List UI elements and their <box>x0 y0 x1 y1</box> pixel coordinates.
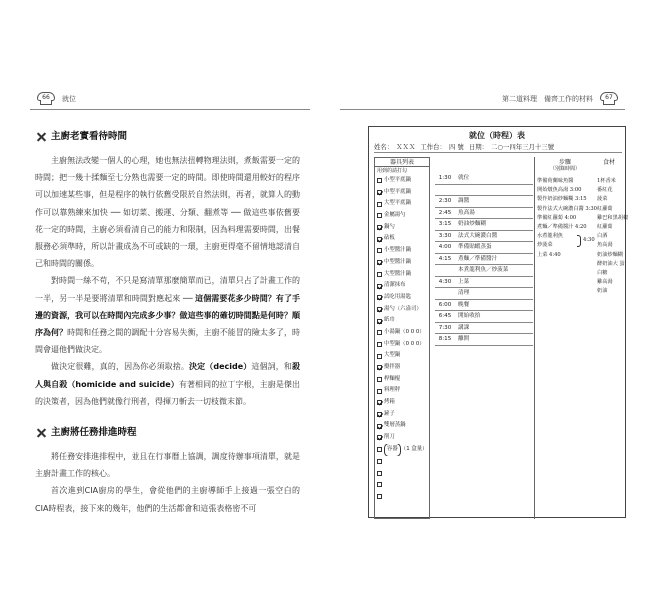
ingredient-item: 酵奶油大 蛋 <box>597 260 625 267</box>
checked-box-icon <box>377 225 382 230</box>
steps-column <box>535 157 595 519</box>
equipment-item <box>375 456 429 468</box>
schedule-task: 講課 <box>455 323 533 335</box>
header-rule <box>340 109 625 110</box>
circled-label: 容器 <box>384 444 401 456</box>
ingredient-item: 奶油炒麵糊 <box>597 251 623 258</box>
schedule-time: 7:30 <box>435 323 455 335</box>
schedule-time: 4:30 <box>435 277 455 289</box>
paragraph: 首次進到CIA廚房的學生，會從他們的主廚導師手上接過一張空白的CIA時程表，接下來的幾年，他們的生活都會和這張表格密不可 <box>35 486 300 513</box>
equipment-label: 大型平底鍋 <box>384 200 411 207</box>
step-group-time: 4:30 <box>583 237 595 244</box>
step-item: 準備荷蘭味魚醬 <box>537 178 574 184</box>
paragraph: 將任務安排進排程中，並且在行事曆上協調，調度待辦事項清單，就是主廚計畫工作的核心。 <box>35 452 300 479</box>
checkbox-icon <box>377 354 382 359</box>
schedule-time: 2:30 <box>435 196 455 208</box>
equipment-item <box>375 245 429 257</box>
equipment-item <box>375 292 429 304</box>
checkbox-icon <box>377 482 382 487</box>
equipment-label: 小型平底鍋 <box>384 177 411 183</box>
brace-mark <box>577 235 581 247</box>
ingredient-item: 雞高湯 <box>597 279 613 286</box>
checkbox-icon <box>377 178 382 183</box>
left-page-body <box>35 128 300 517</box>
ingredient-item: 雞巴和黑胡椒 <box>597 214 629 221</box>
checked-box-icon <box>377 237 382 242</box>
step-item: 上菜 4:40 <box>537 251 561 258</box>
step-item: 煮麵／準備醬汁 4:20 <box>537 224 587 230</box>
schedule-time <box>435 265 455 277</box>
equipment-item <box>375 350 429 362</box>
ingredient-item: 1杯香米 <box>597 178 616 184</box>
ingredient-item: 白糖 <box>597 270 608 276</box>
equipment-label: 湯勺（六盎司） <box>384 305 422 312</box>
checked-box-icon <box>377 260 382 265</box>
ingredients-header: 食材 <box>602 159 615 166</box>
form-info-line: 姓名： ＸＸＸ 工作台： 四 號 日期： 二○一四年三月十三號 <box>374 142 622 153</box>
equipment-item <box>375 257 429 269</box>
ingredient-item: 白酒 <box>597 233 608 240</box>
checkbox-icon <box>377 494 382 499</box>
checkbox-icon <box>377 272 382 277</box>
checkbox-icon <box>377 389 382 394</box>
checkbox-icon <box>377 447 382 452</box>
ingredient-item: 魚高湯 <box>597 242 613 249</box>
name-value: ＸＸＸ <box>396 143 416 151</box>
equipment-label: 雙層蒸鍋 <box>384 422 406 429</box>
schedule-task: 就位 <box>455 173 533 185</box>
equipment-item <box>375 374 429 386</box>
equipment-item <box>375 210 429 222</box>
schedule-task: 晚餐 <box>455 300 533 312</box>
schedule-time: 3:15 <box>435 219 455 231</box>
checked-box-icon <box>377 435 382 440</box>
schedule-task: 準備貼蝦蒸蛋 <box>455 242 533 254</box>
equipment-item <box>375 467 429 479</box>
schedule-time: 8:15 <box>435 334 455 346</box>
equipment-label: 大型鍋 <box>384 352 401 359</box>
schedule-task: 上菜 <box>455 277 533 289</box>
equipment-item <box>375 479 429 491</box>
right-chapter-title: 第二道料理 備齊工作的材料 <box>502 95 593 103</box>
checked-box-icon <box>377 284 382 289</box>
schedule-task: 奶油炒麵糊 <box>455 219 533 231</box>
step-item: 水煮龍利魚 <box>537 233 563 240</box>
equipment-item <box>375 233 429 245</box>
checked-box-icon <box>377 400 382 405</box>
equipment-label: 桿麵棍 <box>384 375 401 382</box>
checkbox-icon <box>377 330 382 335</box>
equipment-item <box>375 187 429 199</box>
steps-header: 步驟 <box>558 159 571 166</box>
equipment-item <box>375 444 429 456</box>
equipment-header: 器具列表 <box>375 158 429 167</box>
equipment-item <box>375 269 429 281</box>
schedule-time: 6:00 <box>435 300 455 312</box>
checkbox-icon <box>377 248 382 253</box>
equipment-item <box>375 420 429 432</box>
schedule-task: 離開 <box>455 334 533 346</box>
equipment-label: 烤箱 <box>384 399 395 406</box>
left-page-number: 66 <box>42 94 50 101</box>
equipment-item <box>375 432 429 444</box>
header-rule <box>30 109 310 110</box>
schedule-time: 2:45 <box>435 208 455 220</box>
checked-box-icon <box>377 190 382 195</box>
equipment-item <box>375 198 429 210</box>
left-chapter-title: 就位 <box>62 95 76 103</box>
paragraph: 對時間一絲不苟，不只是寫清單那麼簡單而已，清單只占了計畫工作的一半，另一半是要將清單和時間對應起來 ── 這個需要花多少時間？有了手邊的資源，我可以在時間內完成多少事？做這些事的確切時間點是何時？順序為何？時間和任務之間的調配十分容易失衡，主廚不能冒的險太多了，時間會逼他們做決定。 <box>35 276 301 355</box>
checkbox-icon <box>377 377 382 382</box>
equipment-item <box>375 222 429 234</box>
equipment-label: 砧板 <box>384 235 395 242</box>
ingredient-item: 紅蘿蔔 <box>597 224 613 230</box>
equipment-label: 大型醬汁鍋 <box>384 270 411 277</box>
equipment-label: 金屬湯勺 <box>384 212 406 219</box>
paragraph: 做決定很難，真的，因為你必須取捨。決定（decide）這個詞，和殺人與自殺（homicide and suicide）有著相同的拉丁字根，主廚是傑出的決策者，因為他們就像行刑者，得揮刀斬去一切枝微末節。 <box>35 362 301 406</box>
checkbox-icon <box>377 459 382 464</box>
checked-box-icon <box>377 307 382 312</box>
right-page-header <box>502 92 625 106</box>
step-item: 製作法式大碗濃白醬 3:30 <box>537 205 597 212</box>
step-item: 開始燉魚高湯 3:00 <box>537 187 582 194</box>
equipment-item <box>375 315 429 327</box>
schedule-task: 調醬 <box>455 196 533 208</box>
checkbox-icon <box>377 342 382 347</box>
date-value: 二○一四年三月十三號 <box>491 143 555 151</box>
equipment-label: 清潔抹布 <box>384 282 406 289</box>
schedule-task: 魚高湯 <box>455 208 533 220</box>
equipment-label: 攪拌器 <box>384 364 401 370</box>
ingredient-item: 番紅花 <box>597 187 613 194</box>
equipment-item <box>375 397 429 409</box>
checked-box-icon <box>377 295 382 300</box>
steps-subheader: （別錄時間） <box>549 166 580 172</box>
right-page-number: 67 <box>605 94 613 101</box>
equipment-label: 削刀 <box>384 434 395 441</box>
equipment-item <box>375 409 429 421</box>
checked-box-icon <box>377 365 382 370</box>
section-heading: 主廚將任務排進時程 <box>35 424 300 442</box>
schedule-task: 本煮龍利魚／炒菠菜 <box>455 265 533 277</box>
equipment-label: 中型鍋（0 0 0） <box>384 340 425 347</box>
paragraph: 主廚無法改變一個人的心理，她也無法扭轉物理法則，煮飯需要一定的時間；把一幾十揉麵至七分熟也需要一定的時間。即使時間還用較好的程序可以加速某些事，但是程序的執行依舊受限於自然法則，再者，就算人的動作可以靠熟練來加快 ── 如切菜、搬運、分類、翻煮等 ── 做這些事依舊要花一定的時間，主廚必須看清自己的能力和限制，因為料理需要時間，出餐服務必須準時，所以計畫成為不可或缺的一環，主廚更得毫不留情地認清自己和時間的關係。 <box>35 156 300 269</box>
equipment-label: 中型平底鍋 <box>384 188 411 195</box>
section-heading: 主廚老實看待時間 <box>35 128 300 146</box>
chef-hat-icon <box>36 92 56 106</box>
schedule-time: 3:30 <box>435 231 455 243</box>
equipment-item <box>375 280 429 292</box>
equipment-label: 料理秤 <box>384 387 401 394</box>
left-page-header <box>30 92 76 106</box>
chef-hat-icon <box>599 92 619 106</box>
schedule-task: 清理 <box>455 288 533 300</box>
equipment-subheader: 用到的請打勾 <box>377 168 408 174</box>
form-title: 就位（時程）表 <box>469 131 525 140</box>
equipment-item <box>375 385 429 397</box>
equipment-item <box>375 339 429 351</box>
equipment-label: 鍋勺 <box>384 223 395 230</box>
ingredient-item: 紅蘿蔔 <box>597 205 613 212</box>
checked-box-icon <box>377 412 382 417</box>
checked-box-icon <box>377 319 382 324</box>
schedule-time: 6:45 <box>435 311 455 323</box>
equipment-list <box>374 157 430 519</box>
checkbox-icon <box>377 202 382 207</box>
crossed-knives-icon <box>35 131 47 143</box>
schedule-task: 法式大碗濃白醬 <box>455 231 533 243</box>
equipment-item <box>375 304 429 316</box>
equipment-label: 試吃用湯匙 <box>384 293 411 300</box>
crossed-knives-icon <box>35 427 47 439</box>
schedule-time: 4:00 <box>435 242 455 254</box>
schedule-time: 1:30 <box>435 173 455 185</box>
task-column <box>455 157 535 519</box>
schedule-task: 開始收拾 <box>455 311 533 323</box>
equipment-label: 小湯鍋（0 0 0） <box>384 328 425 335</box>
equipment-label: 鏟子 <box>384 410 395 417</box>
schedule-task <box>455 185 533 197</box>
ingredient-item: 菠菜 <box>597 196 608 203</box>
mise-en-place-schedule-form <box>368 126 629 518</box>
equipment-label: 小型醬汁鍋 <box>384 247 411 254</box>
ingredient-item: 奶油 <box>597 288 608 295</box>
schedule-task: 煮麵／準備醬汁 <box>455 254 533 266</box>
schedule-time <box>435 185 455 197</box>
step-item: 炒菠菜 <box>537 242 553 249</box>
schedule-time <box>435 288 455 300</box>
checkbox-icon <box>377 213 382 218</box>
equipment-item <box>375 491 429 503</box>
equipment-label: （1 盒量） <box>400 445 428 452</box>
station-value: 四 號 <box>448 143 464 151</box>
equipment-item <box>375 327 429 339</box>
step-item: 準備紅蘿蔔 4:00 <box>537 214 577 221</box>
ingredients-column <box>593 157 629 519</box>
equipment-label: 紙巾 <box>384 317 395 324</box>
schedule-time: 4:15 <box>435 254 455 266</box>
time-column <box>435 157 455 519</box>
step-item: 製作奶油炒麵糊 3:15 <box>537 196 587 203</box>
equipment-item <box>375 362 429 374</box>
equipment-label: 中型醬汁鍋 <box>384 258 411 265</box>
equipment-item <box>375 175 429 187</box>
checkbox-icon <box>377 471 382 476</box>
checked-box-icon <box>377 424 382 429</box>
